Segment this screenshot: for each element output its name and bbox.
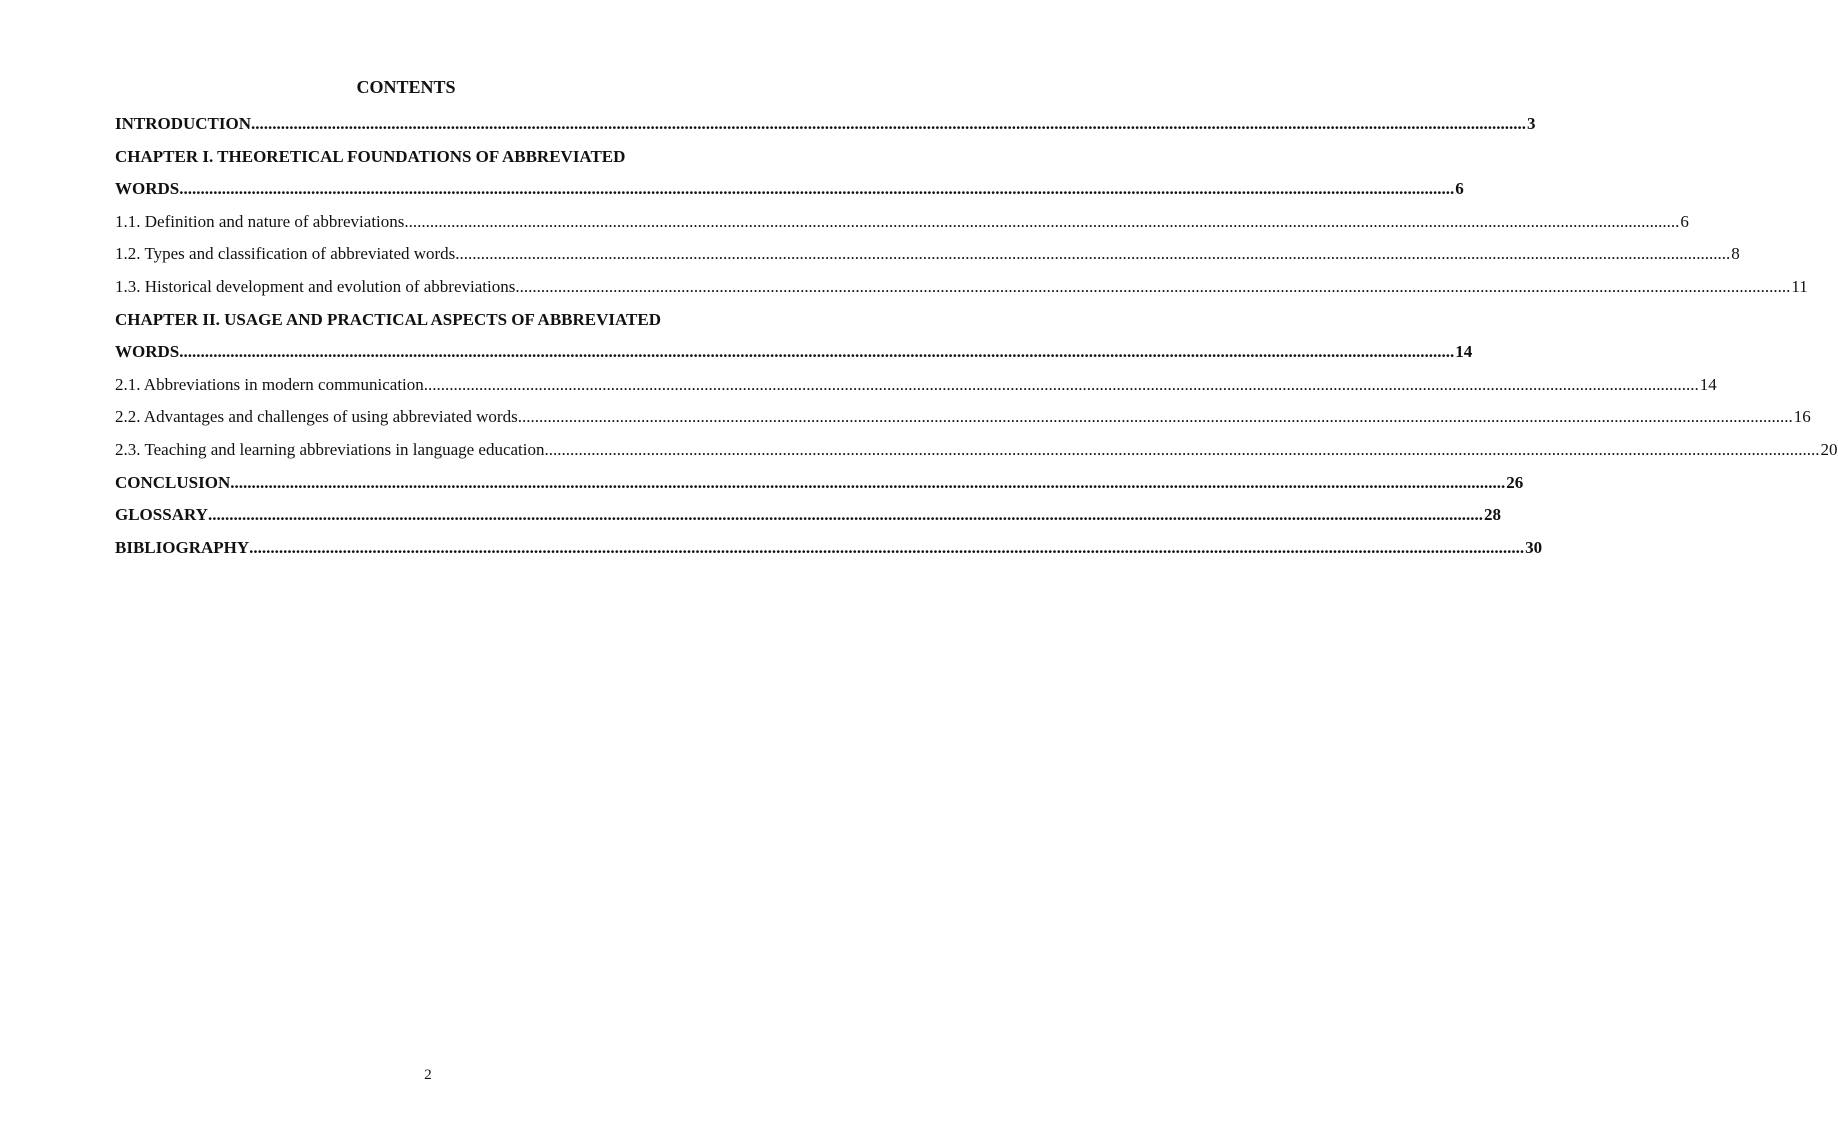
toc-entry-label: WORDS xyxy=(115,336,179,369)
toc-chapter1-title: CHAPTER I. THEORETICAL FOUNDATIONS OF ABBREVIATED xyxy=(115,146,626,166)
toc-leader-dots: ............................................................................................................................................................................................................................................................................................................ xyxy=(544,439,1820,459)
toc-leader-dots: ............................................................................................................................................................................................................................................................................................................ xyxy=(251,114,1527,133)
toc-entry-page: 30 xyxy=(1525,537,1543,557)
toc-entry-bibliography[interactable] xyxy=(115,532,1543,565)
toc-entry-label: WORDS xyxy=(115,173,179,206)
toc-entry-label: 1.3. Historical development and evolution of abbreviations xyxy=(115,271,515,304)
toc-entry-page: 6 xyxy=(1455,179,1464,199)
toc-entry-conclusion[interactable] xyxy=(115,467,1524,500)
table-of-contents xyxy=(115,108,1838,564)
toc-entry-chapter2[interactable] xyxy=(115,336,1473,369)
toc-entry-page: 16 xyxy=(1793,407,1811,427)
toc-entry-section-1-2[interactable] xyxy=(115,238,1740,271)
toc-leader-dots: ............................................................................................................................................................................................................................................................................................................ xyxy=(455,244,1731,264)
toc-entry-introduction[interactable] xyxy=(115,108,1536,141)
toc-entry-section-2-3[interactable] xyxy=(115,434,1838,467)
toc-leader-dots: ............................................................................................................................................................................................................................................................................................................ xyxy=(207,505,1483,525)
toc-leader-dots: ............................................................................................................................................................................................................................................................................................................ xyxy=(230,472,1506,492)
page-number: 2 xyxy=(424,1067,432,1083)
toc-entry-label: 2.1. Abbreviations in modern communication xyxy=(115,369,424,402)
toc-entry-label: CONCLUSION xyxy=(115,467,230,500)
toc-entry-page: 14 xyxy=(1455,342,1473,362)
toc-entry-page: 20 xyxy=(1820,439,1838,459)
toc-entry-page: 14 xyxy=(1699,374,1717,394)
toc-leader-dots: ............................................................................................................................................................................................................................................................................................................ xyxy=(515,276,1791,296)
toc-leader-dots: ............................................................................................................................................................................................................................................................................................................ xyxy=(517,407,1793,427)
toc-entry-section-1-3[interactable] xyxy=(115,271,1808,304)
toc-entry-page: 3 xyxy=(1527,114,1536,133)
toc-entry-chapter1[interactable] xyxy=(115,173,1464,206)
toc-entry-section-2-2[interactable] xyxy=(115,401,1811,434)
toc-leader-dots: ............................................................................................................................................................................................................................................................................................................ xyxy=(249,537,1525,557)
toc-leader-dots: ............................................................................................................................................................................................................................................................................................................ xyxy=(179,179,1455,199)
toc-entry-page: 11 xyxy=(1791,276,1808,296)
toc-entry-label: GLOSSARY xyxy=(115,499,208,532)
toc-entry-page: 26 xyxy=(1506,472,1524,492)
toc-entry-glossary[interactable] xyxy=(115,499,1501,532)
toc-leader-dots: ............................................................................................................................................................................................................................................................................................................ xyxy=(423,374,1699,394)
toc-entry-label: INTRODUCTION xyxy=(115,108,251,141)
toc-entry-label: 1.2. Types and classification of abbreviated words xyxy=(115,238,455,271)
page-title: CONTENTS xyxy=(356,77,456,97)
toc-entry-page: 8 xyxy=(1731,244,1740,264)
toc-entry-page: 6 xyxy=(1680,211,1689,231)
toc-entry-section-1-1[interactable] xyxy=(115,206,1689,239)
toc-entry-page: 28 xyxy=(1483,505,1501,525)
toc-entry-label: BIBLIOGRAPHY xyxy=(115,532,249,565)
toc-chapter2-title: CHAPTER II. USAGE AND PRACTICAL ASPECTS OF ABBREVIATED xyxy=(115,309,661,329)
toc-leader-dots: ............................................................................................................................................................................................................................................................................................................ xyxy=(179,342,1455,362)
toc-entry-section-2-1[interactable] xyxy=(115,369,1717,402)
toc-entry-label: 1.1. Definition and nature of abbreviations xyxy=(115,206,404,239)
toc-leader-dots: ............................................................................................................................................................................................................................................................................................................ xyxy=(404,211,1680,231)
toc-entry-label: 2.2. Advantages and challenges of using abbreviated words xyxy=(115,401,518,434)
toc-entry-label: 2.3. Teaching and learning abbreviations in language education xyxy=(115,434,545,467)
